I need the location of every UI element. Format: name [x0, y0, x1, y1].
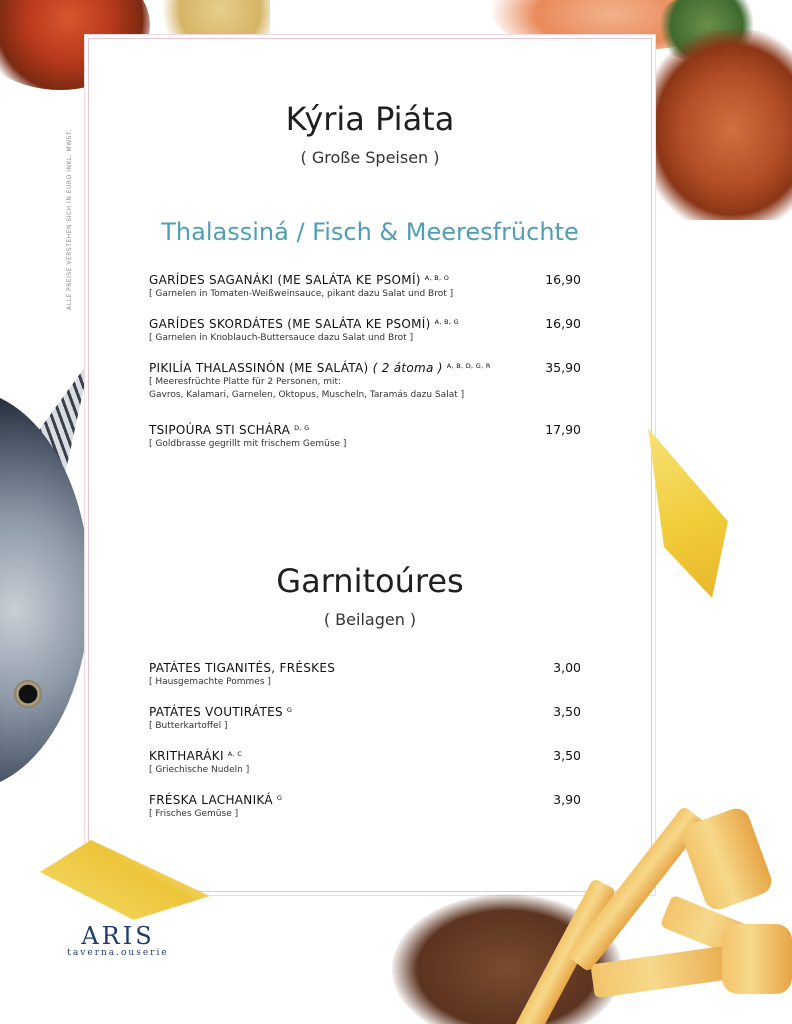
item-name: PATÁTES TIGANITÉS, FRÉSKES: [149, 661, 336, 675]
item-description: [ Garnelen in Knoblauch-Buttersauce dazu Salat und Brot ]: [149, 333, 414, 343]
menu-item: [149, 792, 581, 836]
menu-item: [149, 748, 581, 792]
menu-item: [149, 272, 581, 316]
price-note: ALLE PREISE VERSTEHEN SICH IN EURO INKL. MWST.: [66, 129, 73, 310]
item-name: TSIPOÚRA STI SCHÁRA: [149, 423, 291, 437]
item-name: GARÍDES SKORDÁTES (ME SALÁTA KE PSOMÍ): [149, 317, 431, 331]
lemon-photo-bottom-left: [40, 840, 220, 930]
allergen-codes: G: [276, 794, 283, 802]
item-description-line-2: Gavros, Kalamari, Garnelen, Oktopus, Muscheln, Taramás dazu Salat ]: [149, 390, 465, 400]
allergen-codes: G: [286, 706, 293, 714]
item-name: KRITHARÁKI: [149, 749, 224, 763]
item-price: 17,90: [545, 422, 581, 437]
item-price: 35,90: [545, 360, 581, 375]
menu-item: [149, 360, 581, 422]
sides-subtitle: ( Beilagen ): [323, 610, 417, 629]
item-name: GARÍDES SAGANÁKI (ME SALÁTA KE PSOMÍ): [149, 273, 421, 287]
item-price: 3,50: [553, 748, 581, 763]
allergen-codes: A, B, O: [424, 274, 450, 282]
menu-item: [149, 660, 581, 704]
item-price: 3,00: [553, 660, 581, 675]
item-price: 16,90: [545, 272, 581, 287]
item-description: [ Hausgemachte Pommes ]: [149, 677, 271, 687]
item-description: [ Butterkartoffel ]: [149, 721, 228, 731]
item-description: [ Meeresfrüchte Platte für 2 Personen, mit:: [149, 377, 342, 387]
mains-title: Kýria Piáta: [285, 100, 455, 138]
fish-photo-left: [0, 360, 100, 800]
mains-list: [149, 272, 581, 466]
seafood-category-heading: Thalassiná / Fisch & Meeresfrüchte: [161, 218, 579, 246]
logo-name: ARIS: [81, 922, 155, 950]
item-price: 16,90: [545, 316, 581, 331]
allergen-codes: D, G: [294, 424, 310, 432]
sides-list: [149, 660, 581, 836]
logo-tagline: taverna.ouserie: [67, 948, 169, 958]
sides-title: Garnitoúres: [276, 562, 464, 600]
restaurant-logo: [48, 922, 188, 958]
item-portion: ( 2 átoma ): [372, 361, 443, 375]
allergen-codes: A, B, D, G, R: [446, 362, 491, 370]
item-description: [ Goldbrasse gegrillt mit frischem Gemüse ]: [149, 439, 347, 449]
item-description: [ Frisches Gemüse ]: [149, 809, 239, 819]
mains-subtitle: ( Große Speisen ): [300, 148, 440, 167]
menu-item: [149, 704, 581, 748]
lemon-wedge-photo: [648, 428, 730, 600]
item-name: FRÉSKA LACHANIKÁ: [149, 793, 273, 807]
item-name: PIKILÍA THALASSINÓN (ME SALÁTA): [149, 361, 369, 375]
item-price: 3,90: [553, 792, 581, 807]
item-description: [ Garnelen in Tomaten-Weißweinsauce, pikant dazu Salat und Brot ]: [149, 289, 454, 299]
allergen-codes: A, B, G: [434, 318, 459, 326]
item-name: PATÁTES VOUTIRÁTES: [149, 705, 283, 719]
item-description: [ Griechische Nudeln ]: [149, 765, 250, 775]
menu-item: [149, 422, 581, 466]
allergen-codes: A, C: [227, 750, 243, 758]
item-price: 3,50: [553, 704, 581, 719]
menu-item: [149, 316, 581, 360]
